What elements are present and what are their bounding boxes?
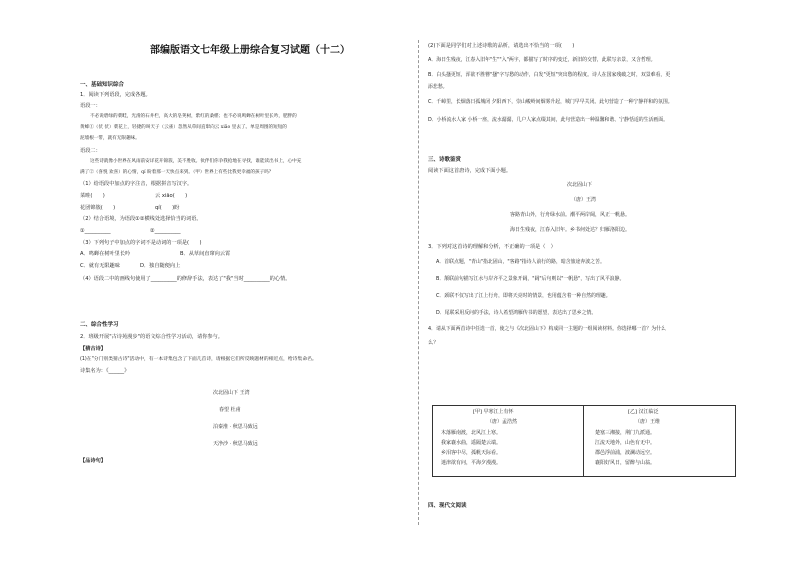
section-heading-comprehensive: 二、综合性学习 [80,322,119,328]
passage-1-line: 黄蜂①（伏 伏）菜花上，轻捷的叫天子（云雀）忽然从草间直窜向云 xiāo 里去了。单是周围的短短的 [80,125,287,130]
option-d: D．独自随便向上 [140,263,181,269]
right-option-a: A．海日生残夜，江春入旧年"生""入"两字，都描写了时序的变迁，新旧的交替，此联写亲景，又含哲理。 [428,57,656,63]
poetry-intro: 阅读下面这首唐诗，完成下面小题。 [428,168,512,174]
poem-list-item: 天净沙 · 秋思马致远 [213,441,258,447]
question-1-1: （1）给语段中加点的字注音，根据拼音写汉字。 [80,181,193,187]
poem-b-line: 郡邑浮前浦，波澜动远空。 [595,450,656,456]
passage-1-label: 语段一： [80,103,101,109]
pinyin-answer-4: qí( )盼 [155,205,180,211]
passage-2-line: 满了②（喜悦 欢喜）的心情，qí 盼着那一天快点来到。（甲）世界上有些比我更幸福的孩子吗？ [80,170,274,175]
poem-a-line: 乡泪客中尽，孤帆天际看。 [441,450,502,456]
q3-option-d: D．尾联采用反问的手法，诗人希望鸿雁传书的愿望，表达出了思乡之情。 [436,310,597,316]
poem-line-1: 客路青山外，行舟绿水前。潮平两岸阔，风正一帆悬。 [510,212,631,218]
q3-option-b: B．颔联前句描写江水与岸齐平之景象开阔，"阔"后句则以"一帆悬"，写出了风平浪静。 [436,276,625,282]
passage-2-line: 这些诗就像小世界在风雨前安详花开锦簇，美不胜收。伙伴们你争我抢地在寻找，谁能读出书上，心中充 [90,159,302,164]
answer-blank-2[interactable] [150,228,181,234]
activity-guess-poem: 【猜古诗】 [80,346,106,352]
question-2-2: (2)下面是同学们对上述诗歌的品析，请选出不恰当的一项( ) [428,43,575,49]
question-4: 4．请从下面两首诗中任选一首，使之与《次北固山下》构成同一主题的一组阅读材料。你选择哪一首？为什么 [428,326,666,332]
section-heading-poetry: 三、诗歌鉴赏 [428,157,462,163]
passage-1-line: 不必说碧绿的菜畦，光滑的石井栏，高大的皂荚树，紫红的桑椹；也不必说鸣蝉在树叶里长吟，肥胖的 [90,114,297,119]
blank-line: __________ [84,228,111,234]
right-option-b-cont: 添悲愁。 [428,84,448,90]
right-option-b: B．白头搔更短，浑欲不胜簪"搔"字写愁的动作，白发"更短"突出愁的程度。诗人在国家残破之时，双景难看，更 [428,72,671,78]
option-a: A．鸣蝉在树叶里长吟 [80,251,131,257]
activity-appreciate-lines: 【品诗句】 [80,458,106,464]
section-heading-basics: 一、基础知识综合 [80,82,125,88]
question-3: 3．下列对这首诗的理解和分析，不正确的一项是（ ） [428,244,556,250]
poem-b-author: （唐）王维 [635,419,661,425]
poem-b-line: 襄阳好风日，留醉与山翁。 [595,460,656,466]
pinyin-answer-2: 云 xiāo( ) [155,193,188,199]
poem-a-line: 我家襄水曲，遥隔楚云端。 [441,440,502,446]
table-divider [583,406,584,476]
blank-label: ① [80,228,85,234]
passage-1-line: 泥墙根一带，就有无限趣味。 [80,136,140,141]
option-c: C．就有无限趣味 [80,263,120,269]
answer-blank-1[interactable] [80,228,111,234]
poem-b-line: 楚塞三湘接，荆门九派通。 [595,430,656,436]
question-2: 2．班级开展"古诗苑漫步"的语文综合性学习活动，请你参与。 [80,334,223,340]
poem-comparison-table [432,405,736,477]
blank-line: __________ [154,228,181,234]
right-option-d: D．小桥流水人家 小桥一座，流水潺潺，几户人家点缀其间，此句营造出一种温馨和谐、宁静恬适的生活画面。 [428,117,669,123]
q3-option-a: A．首联点题，"青山"指北固山，"客路"指诗人前行的路，暗含旅途奔波之苦。 [436,259,605,265]
question-1: 1．阅读下列语段，完成各题。 [80,92,151,98]
question-1-4: （4）语段二中的画线句使用了__________的修辞手法，表达了"我"当时__________的心情。 [80,276,291,282]
section-heading-modern-reading: 四、现代文阅读 [428,503,467,509]
poem-a-line: 迷津欲有问，平海夕漫漫。 [441,460,502,466]
poem-a-title: [甲] 早寒江上有怀 [473,409,514,415]
poem-b-line: 江流天地外，山色有无中。 [595,440,656,446]
poem-list-item: 次北固山下 王湾 [213,390,250,396]
question-4-cont: 么？ [428,340,439,346]
question-1-2: （2）结合语境，为语段①②横线处选择恰当的词语。 [80,216,202,222]
poem-list-item: 泊秦淮 · 秋思马致远 [213,424,258,430]
poem-author: （唐）王湾 [571,197,597,203]
right-option-c: C．千嶂里，长烟落日孤城闭 夕阳西下，崇山峻岭间烟雾升起，城门早早关闭。此句营造了一种宁静祥和的氛围。 [428,99,673,105]
blank-label: ② [150,228,155,234]
column-divider [418,40,419,525]
poem-line-2: 海日生残夜，江春入旧年。乡书何处达？归雁洛阳边。 [510,227,631,233]
poem-list-item: 春望 杜甫 [219,407,241,413]
poem-title: 次北固山下 [567,182,593,188]
q3-option-c: C．颈联不仅写出了江上行舟，即将天亮时的情景，也用蕴含着一种自然的理趣。 [436,293,611,299]
activity-1-instruction: (1)在"分门别类猜古诗"活动中，有一本诗集包含了下面几首诗，请根据它们所反映题材的相近点，给诗集命名。 [80,357,317,362]
option-b: B．从草间直窜向云霄 [180,251,231,257]
pinyin-answer-1: 菜畦( ) [80,193,105,199]
page-title: 部编版语文七年级上册综合复习试题（十二） [150,45,350,56]
poem-b-title: [乙] 汉江临泛 [628,409,659,415]
poem-a-author: （唐）孟浩然 [487,419,518,425]
pinyin-answer-3: 花团锦簇( ) [80,205,116,211]
question-1-3: （3）下列句子中加点的字词不是动词的一项是( ) [80,240,202,246]
passage-2-label: 语段二： [80,148,101,154]
anthology-name-field[interactable]: 诗集名为：《______》 [80,368,130,374]
poem-a-line: 木落雁南渡，北风江上寒。 [441,430,502,436]
